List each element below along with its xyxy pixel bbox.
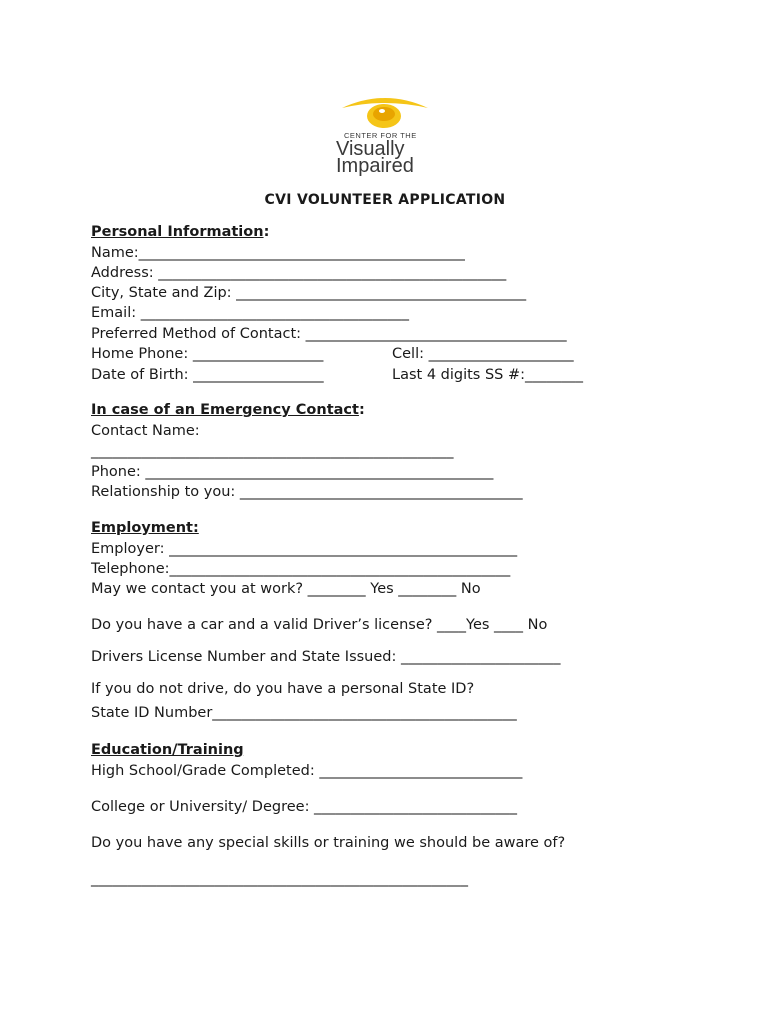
relationship-field[interactable]: Relationship to you: _______________________________________ (91, 484, 523, 500)
high-school-field[interactable]: High School/Grade Completed: ____________________________ (91, 763, 523, 779)
personal-info-heading: Personal Information: (91, 224, 270, 240)
emergency-phone-field[interactable]: Phone: ________________________________________________ (91, 464, 494, 480)
page-title: CVI VOLUNTEER APPLICATION (264, 192, 506, 208)
ss-field[interactable]: Last 4 digits SS #:________ (392, 367, 584, 383)
skills-question: Do you have any special skills or training we should be aware of? (91, 835, 566, 851)
cell-field[interactable]: Cell: ____________________ (392, 346, 574, 362)
skills-field[interactable]: ____________________________________________________ (91, 871, 468, 887)
address-field[interactable]: Address: ________________________________________________ (91, 265, 507, 281)
contact-name-label: Contact Name: (91, 423, 200, 439)
city-state-zip-field[interactable]: City, State and Zip: ________________________________________ (91, 285, 527, 301)
email-field[interactable]: Email: _____________________________________ (91, 305, 409, 321)
state-id-number-field[interactable]: State ID Number__________________________________________ (91, 705, 517, 721)
college-field[interactable]: College or University/ Degree: ____________________________ (91, 799, 518, 815)
work-telephone-field[interactable]: Telephone:_______________________________________________ (91, 561, 511, 577)
contact-name-field[interactable]: __________________________________________________ (91, 443, 454, 459)
logo-line-2: Visually (336, 138, 405, 160)
contact-method-field[interactable]: Preferred Method of Contact: ____________________________________ (91, 326, 567, 342)
name-field[interactable]: Name:_____________________________________________ (91, 245, 465, 261)
education-heading: Education/Training (91, 742, 244, 758)
employer-field[interactable]: Employer: ________________________________________________ (91, 541, 518, 557)
home-phone-field[interactable]: Home Phone: __________________ (91, 346, 324, 362)
cvi-logo (330, 94, 440, 180)
logo-line-3: Impaired (336, 155, 414, 177)
emergency-heading: In case of an Emergency Contact: (91, 402, 365, 418)
contact-at-work-field[interactable]: May we contact you at work? ________ Yes ________ No (91, 581, 481, 597)
state-id-question: If you do not drive, do you have a personal State ID? (91, 681, 475, 697)
logo-line-1: CENTER FOR THE (344, 131, 417, 140)
employment-heading: Employment: (91, 520, 199, 536)
license-number-field[interactable]: Drivers License Number and State Issued: ______________________ (91, 649, 561, 665)
car-license-field[interactable]: Do you have a car and a valid Driver’s license? ____Yes ____ No (91, 617, 548, 633)
dob-field[interactable]: Date of Birth: __________________ (91, 367, 324, 383)
eye-logo-icon (338, 94, 432, 132)
